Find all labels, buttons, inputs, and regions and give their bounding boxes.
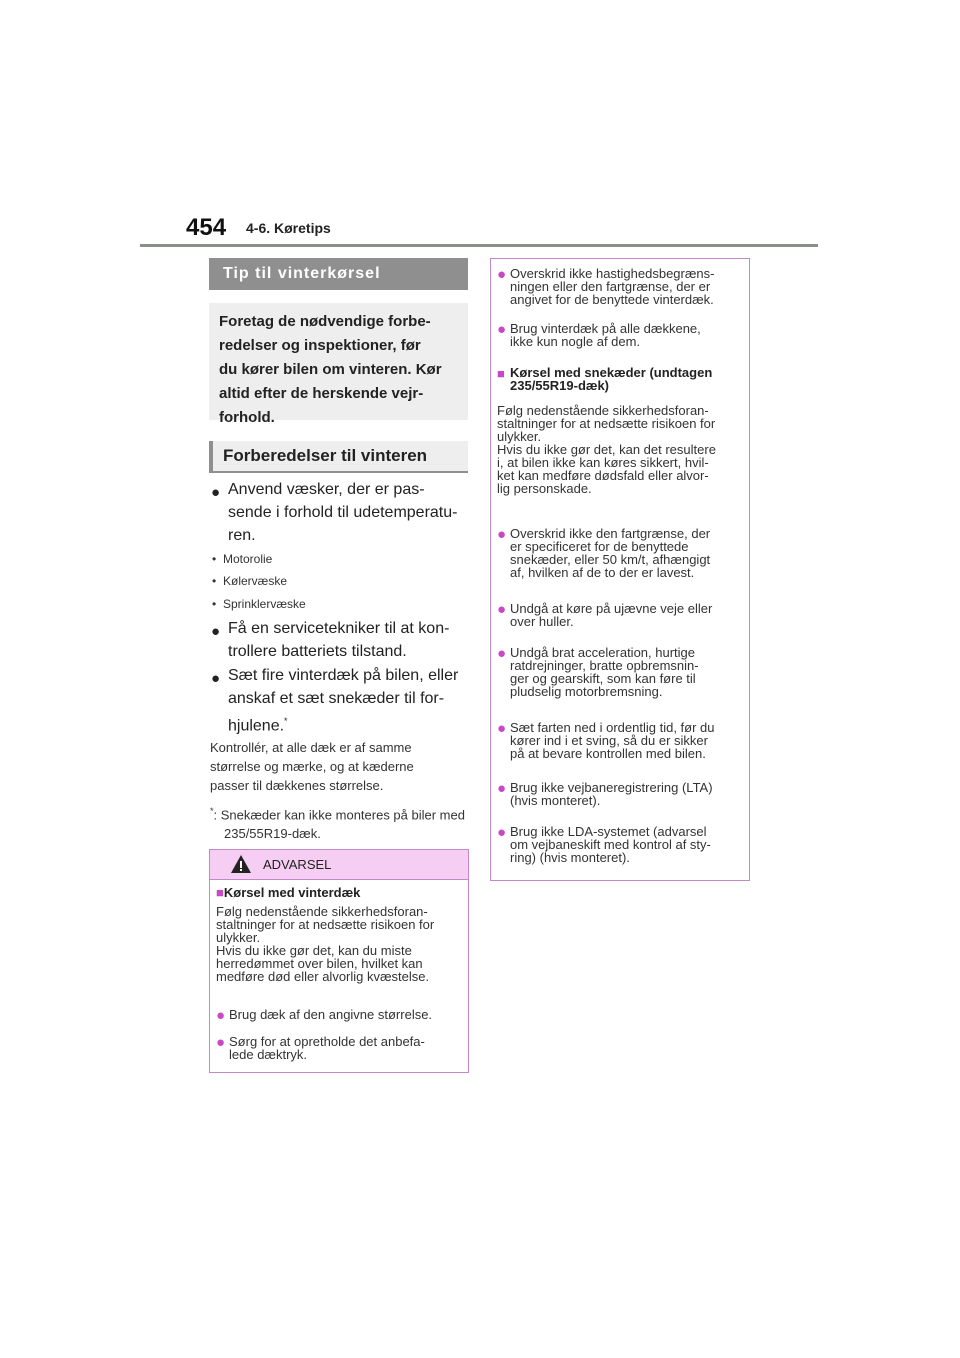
right-item: ● Brug ikke vejbaneregistrering (LTA) (hvis monteret). (497, 780, 713, 808)
page-number: 454 (186, 214, 227, 241)
fluid-item: • Sprinklervæske (212, 597, 306, 611)
pink-dot-icon: ● (497, 720, 507, 737)
right-item: ● Undgå at køre på ujævne veje eller over huller. (497, 601, 713, 629)
warning-box (209, 849, 469, 1073)
bullet-dot-icon: ● (211, 623, 221, 640)
tip-heading: Tip til vinterkørsel (209, 258, 468, 290)
right-item: ● Undgå brat acceleration, hurtige ratdrejninger, bratte opbremsnin- ger og gearskift, som kan føre til pludselig motorbremsning. (497, 645, 699, 699)
fluid-item: • Motorolie (212, 552, 273, 566)
bullet-line: sende i forhold til udetemperatu- (228, 504, 458, 521)
bullet-line: anskaf et sæt snekæder til for- (228, 690, 445, 707)
warning-paragraph: Følg nedenstående sikkerhedsforan- staltninger for at nedsætte risikoen for ulykker. Hvis du ikke gør det, kan du miste herredømmet over bilen, hvilket kan medføre død eller alvorlig kvæstelse. (216, 904, 435, 984)
right-item: ● Overskrid ikke den fartgrænse, der er specificeret for de benyttede snekæder, eller 50 km/t, afhængigt af, hvilken af de to der er lavest. (497, 526, 711, 580)
pink-dot-icon: ● (216, 1034, 226, 1051)
pink-dot-icon: ● (216, 1007, 226, 1024)
footnote-mark: * (210, 806, 214, 816)
section-title: 4-6. Køretips (246, 220, 331, 236)
bullet-line: hjulene.* (228, 716, 288, 735)
right-item: ● Brug ikke LDA-systemet (advarsel om vejbaneskift med kontrol af sty- ring) (hvis monteret). (497, 824, 711, 865)
chain-warning-box (490, 258, 750, 881)
intro-line: Foretag de nødvendige forbe- (219, 313, 431, 330)
bullet-line: Anvend væsker, der er pas- (228, 481, 425, 498)
warning-item: ● Brug dæk af den angivne størrelse. (216, 1007, 433, 1024)
right-item: ● Overskrid ikke hastighedsbegræns- ningen eller den fartgrænse, der er angivet for de benyttede vinterdæk. (497, 266, 715, 307)
intro-line: forhold. (219, 409, 275, 426)
square-bullet-icon: ■ (216, 885, 224, 900)
bullet-line: trollere batteriets tilstand. (228, 643, 407, 660)
bullet-line: Få en servicetekniker til at kon- (228, 620, 450, 637)
warning-item: ● Sørg for at opretholde det anbefa- lede dæktryk. (216, 1034, 425, 1062)
warning-subheading: ■Kørsel med vinterdæk (216, 885, 361, 900)
warning-triangle-icon (230, 854, 252, 874)
pink-dot-icon: ● (497, 266, 507, 283)
asterisk: * (284, 716, 288, 726)
square-bullet-icon: ■ (497, 366, 505, 381)
right-item: ● Brug vinterdæk på alle dækkene, ikke kun nogle af dem. (497, 321, 701, 349)
bullet-line: Sæt fire vinterdæk på bilen, eller (228, 667, 459, 684)
intro-line: altid efter de herskende vejr- (219, 385, 424, 402)
bullet-line: ren. (228, 527, 256, 544)
bullet-battery (210, 617, 468, 663)
pink-dot-icon: ● (497, 780, 507, 797)
pink-dot-icon: ● (497, 601, 507, 618)
pink-dot-icon: ● (497, 526, 507, 543)
bullet-tires (210, 664, 468, 737)
header-rule (140, 244, 818, 247)
check-text: Kontrollér, at alle dæk er af samme størrelse og mærke, og at kæderne passer til dækkenes størrelse. (210, 740, 414, 793)
right-paragraph: Følg nedenstående sikkerhedsforan- staltninger for at nedsætte risikoen for ulykker. Hvis du ikke gør det, kan det resultere i, at bilen ikke kan køres sikkert, hvil- ket kan medføre dødsfald eller alvor- lig personskade. (497, 403, 716, 496)
pink-dot-icon: ● (497, 824, 507, 841)
warning-title: ADVARSEL (263, 857, 332, 872)
intro-line: redelser og inspektioner, før (219, 337, 421, 354)
bullet-dot-icon: ● (211, 484, 221, 501)
footnote: *: Snekæder kan ikke monteres på biler med 235/55R19-dæk. (210, 806, 465, 842)
pink-dot-icon: ● (497, 321, 507, 338)
right-item: ● Sæt farten ned i ordentlig tid, før du kører ind i et sving, så du er sikker på at bevare kontrollen med bilen. (497, 720, 715, 761)
intro-line: du kører bilen om vinteren. Kør (219, 361, 442, 378)
fluid-item: • Kølervæske (212, 574, 288, 588)
intro-box (209, 303, 468, 426)
prep-heading: Forberedelser til vinteren (209, 441, 468, 473)
right-subheading: ■ Kørsel med snekæder (undtagen 235/55R19-dæk) (497, 365, 713, 393)
warning-header (210, 850, 468, 880)
bullet-dot-icon: ● (211, 670, 221, 687)
pink-dot-icon: ● (497, 645, 507, 662)
bullet-fluids (210, 478, 468, 547)
